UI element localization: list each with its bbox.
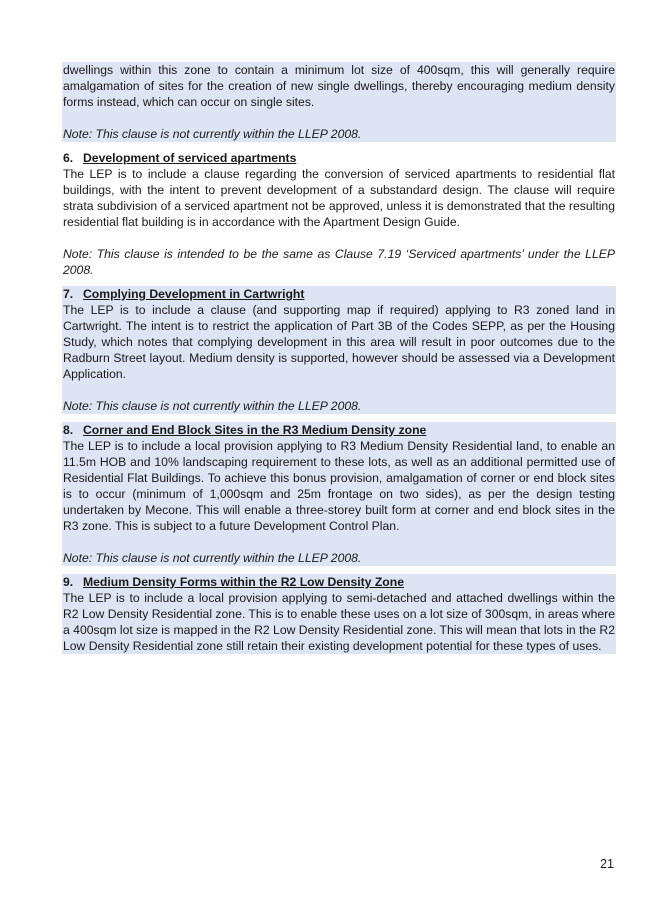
continuation-note: Note: This clause is not currently within the LLEP 2008. <box>63 127 362 141</box>
section-8-body: The LEP is to include a local provision applying to R3 Medium Density Residential land, to enable an 11.5m HOB and 10% landscaping requirement to these lots, as well as an additional permitted use of Residential Flat Buildings. To achieve this bonus provision, amalgamation of corner or end block sites is to occur (minimum of 1,000sqm and 25m frontage on two sides), as per the design testing undertaken by Mecone. This will enable a three-storey built form at corner and end block sites in the R3 zone. This is subject to a future Development Control Plan. <box>63 439 615 533</box>
section-8-note: Note: This clause is not currently within the LLEP 2008. <box>63 551 362 565</box>
page-number: 21 <box>600 857 614 871</box>
section-7-body: The LEP is to include a clause (and supporting map if required) applying to R3 zoned land in Cartwright. The intent is to restrict the application of Part 3B of the Codes SEPP, as per the Housing Study, which notes that complying development in this area will result in poor outcomes due to the Radburn Street layout. Medium density is supported, however should be assessed via a Development Application. <box>63 303 615 381</box>
section-9-number: 9. <box>63 575 74 589</box>
section-6-body: The LEP is to include a clause regarding the conversion of serviced apartments to residential flat buildings, with the intent to prevent development of a substandard design. The clause will require strata subdivision of a serviced apartment not be approved, unless it is demonstrated that the resulting residential flat building is in accordance with the Apartment Design Guide. <box>63 167 615 229</box>
continuation-paragraph: dwellings within this zone to contain a minimum lot size of 400sqm, this will generally require amalgamation of sites for the creation of new single dwellings, thereby encouraging medium density forms instead, which can occur on single sites. <box>63 63 615 109</box>
section-7 <box>62 286 616 414</box>
section-9-body: The LEP is to include a local provision applying to semi-detached and attached dwellings within the R2 Low Density Residential zone. This is to enable these uses on a lot size of 300sqm, in areas where a 400sqm lot size is mapped in the R2 Low Density Residential zone. This will mean that lots in the R2 Low Density Residential zone still retain their existing development potential for these types of uses. <box>63 591 615 653</box>
continuation-block <box>62 62 616 142</box>
section-7-title: Complying Development in Cartwright <box>83 287 305 301</box>
section-9-heading <box>63 574 615 590</box>
section-6-title: Development of serviced apartments <box>83 151 297 165</box>
section-7-note: Note: This clause is not currently within the LLEP 2008. <box>63 399 362 413</box>
section-8 <box>62 422 616 566</box>
section-9-title: Medium Density Forms within the R2 Low Density Zone <box>83 575 404 589</box>
section-8-title: Corner and End Block Sites in the R3 Medium Density zone <box>83 423 427 437</box>
section-8-heading <box>63 422 615 438</box>
section-6 <box>62 150 616 278</box>
section-8-number: 8. <box>63 423 74 437</box>
section-9 <box>62 574 616 654</box>
section-6-number: 6. <box>63 151 74 165</box>
section-7-heading <box>63 286 615 302</box>
section-7-number: 7. <box>63 287 74 301</box>
document-body <box>62 62 616 654</box>
section-6-heading <box>63 150 615 166</box>
section-6-note: Note: This clause is intended to be the same as Clause 7.19 ‘Serviced apartments’ under the LLEP 2008. <box>63 247 615 277</box>
